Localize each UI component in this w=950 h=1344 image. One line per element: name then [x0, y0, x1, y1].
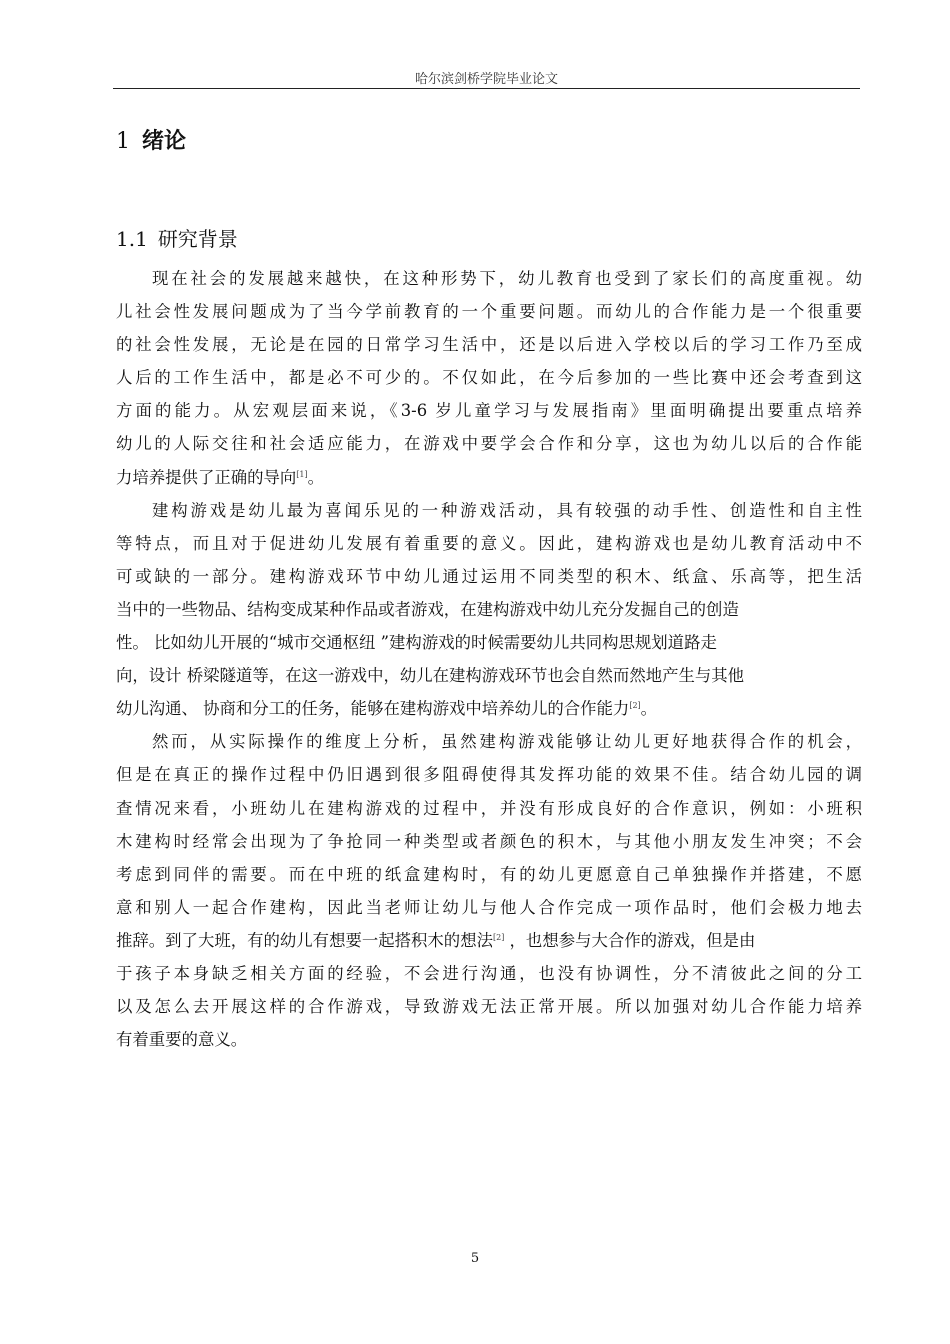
citation-ref: [2] — [492, 932, 505, 942]
text-segment: 推辞。到了大班，有的幼儿有想要一起搭积木的想法 — [116, 930, 493, 950]
text-line: 建构游戏是幼儿最为喜闻乐见的一种游戏活动，具有较强的动手性、创造性和自主性 — [152, 500, 862, 520]
text-line: 木建构时经常会出现为了争抢同一种类型或者颜色的积木，与其他小朋友发生冲突；不会 — [116, 831, 862, 851]
text-segment: 。 — [640, 699, 658, 719]
text-line: 有着重要的意义。 — [116, 1030, 248, 1050]
text-line: 幼儿的人际交往和社会适应能力，在游戏中要学会合作和分享，这也为幼儿以后的合作能 — [116, 434, 862, 454]
chapter-number: 1 — [116, 129, 130, 154]
text-line: 考虑到同伴的需要。而在中班的纸盒建构时，有的幼儿更愿意自己单独操作并搭建，不愿 — [116, 864, 862, 884]
citation-ref: [1] — [296, 469, 308, 479]
text-segment: 。 — [307, 467, 325, 487]
text-segment: ，也想参与大合作的游戏，但是由 — [504, 930, 756, 950]
text-line: 当中的一些物品、结构变成某种作品或者游戏，在建构游戏中幼儿充分发掘自己的创造 — [116, 599, 739, 619]
text-line: 于孩子本身缺乏相关方面的经验，不会进行沟通，也没有协调性，分不清彼此之间的分工 — [116, 963, 862, 983]
header-rule — [113, 88, 860, 89]
text-line: 人后的工作生活中，都是必不可少的。不仅如此，在今后参加的一些比赛中还会考查到这 — [116, 368, 862, 388]
text-line: 等特点，而且对于促进幼儿发展有着重要的意义。因此，建构游戏也是幼儿教育活动中不 — [116, 533, 862, 553]
text-line: 现在社会的发展越来越快，在这种形势下，幼儿教育也受到了家长们的高度重视。幼 — [152, 269, 862, 288]
text-line — [116, 924, 862, 957]
text-line — [116, 692, 862, 725]
running-header: 哈尔滨剑桥学院毕业论文 — [414, 72, 558, 87]
text-line: 但是在真正的操作过程中仍旧遇到很多阻碍使得其发挥功能的效果不佳。结合幼儿园的调 — [116, 765, 862, 785]
chapter-title: 绪论 — [142, 129, 187, 154]
text-segment: 力培养提供了正确的导向 — [116, 467, 297, 487]
text-line: 以及怎么去开展这样的合作游戏，导致游戏无法正常开展。所以加强对幼儿合作能力培养 — [116, 997, 862, 1017]
text-line — [116, 461, 862, 494]
section-number: 1.1 — [116, 227, 148, 251]
page-number: 5 — [470, 1251, 480, 1266]
text-line: 查情况来看，小班幼儿在建构游戏的过程中，并没有形成良好的合作意识，例如：小班积 — [116, 798, 862, 818]
text-line: 可或缺的一部分。建构游戏环节中幼儿通过运用不同类型的积木、纸盒、乐高等，把生活 — [116, 566, 862, 586]
text-line: 意和别人一起合作建构，因此当老师让幼儿与他人合作完成一项作品时，他们会极力地去 — [116, 897, 862, 917]
section-title: 研究背景 — [157, 227, 238, 251]
text-line: 然而，从实际操作的维度上分析，虽然建构游戏能够让幼儿更好地获得合作的机会， — [152, 732, 862, 752]
text-line: 方面的能力。从宏观层面来说，《3-6 岁儿童学习与发展指南》里面明确提出要重点培养 — [116, 401, 862, 421]
text-segment: 幼儿沟通、 协商和分工的任务，能够在建构游戏中培养幼儿的合作能力 — [116, 699, 630, 719]
chapter-heading — [116, 124, 186, 155]
text-line: 的社会性发展，无论是在园的日常学习生活中，还是以后进入学校以后的学习工作乃至成 — [116, 335, 862, 355]
body-text — [116, 262, 862, 1056]
text-line: 儿社会性发展问题成为了当今学前教育的一个重要问题。而幼儿的合作能力是一个很重要 — [116, 302, 862, 322]
text-line: 向，设计 桥梁隧道等，在这一游戏中，幼儿在建构游戏环节也会自然而然地产生与其他 — [116, 666, 745, 686]
section-heading — [116, 223, 238, 252]
citation-ref: [2] — [629, 701, 641, 711]
text-line: 性。 比如幼儿开展的“城市交通枢纽 ”建构游戏的时候需要幼儿共同构思规划道路走 — [116, 633, 717, 653]
